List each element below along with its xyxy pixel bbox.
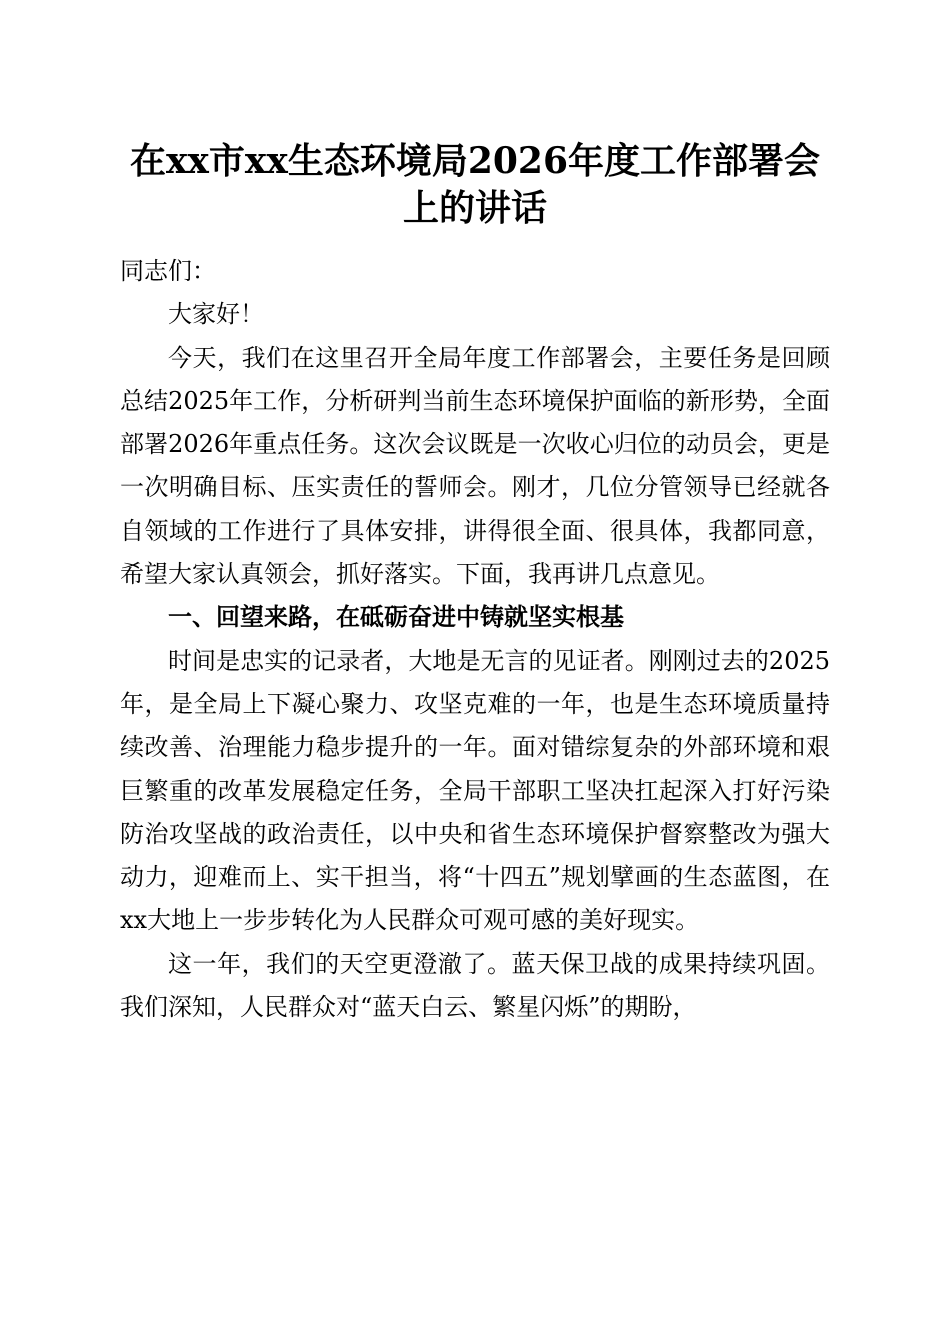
document-title-line-2: 上的讲话: [402, 187, 547, 229]
salutation: 同志们：: [120, 257, 216, 285]
section-1-paragraph-2: 这一年，我们的天空更澄澈了。蓝天保卫战的成果持续巩固。我们深知，人民群众对“蓝天白云、繁星闪烁”的期盼，: [120, 949, 830, 1022]
section-1-heading: 一、回望来路，在砥砺奋进中铸就坚实根基: [168, 603, 624, 632]
greeting: 大家好！: [168, 300, 264, 329]
intro-paragraph: 今天，我们在这里召开全局年度工作部署会，主要任务是回顾总结2025年工作，分析研判当前生态环境保护面临的新形势，全面部署2026年重点任务。这次会议既是一次收心归位的动员会，更是一次明确目标、压实责任的誓师会。刚才，几位分管领导已经就各自领域的工作进行了具体安排，讲得很全面、很具体，我都同意，希望大家认真领会，抓好落实。下面，我再讲几点意见。: [120, 343, 830, 589]
document-title-line-1: 在xx市xx生态环境局2026年度工作部署会: [129, 140, 821, 182]
document-body: [120, 250, 830, 1029]
section-1-paragraph-1: 时间是忠实的记录者，大地是无言的见证者。刚刚过去的2025年，是全局上下凝心聚力、攻坚克难的一年，也是生态环境质量持续改善、治理能力稳步提升的一年。面对错综复杂的外部环境和艰巨繁重的改革发展稳定任务，全局干部职工坚决扛起深入打好污染防治攻坚战的政治责任，以中央和省生态环境保护督察整改为强大动力，迎难而上、实干担当，将“十四五”规划擘画的生态蓝图，在xx大地上一步步转化为人民群众可观可感的美好现实。: [120, 646, 830, 935]
